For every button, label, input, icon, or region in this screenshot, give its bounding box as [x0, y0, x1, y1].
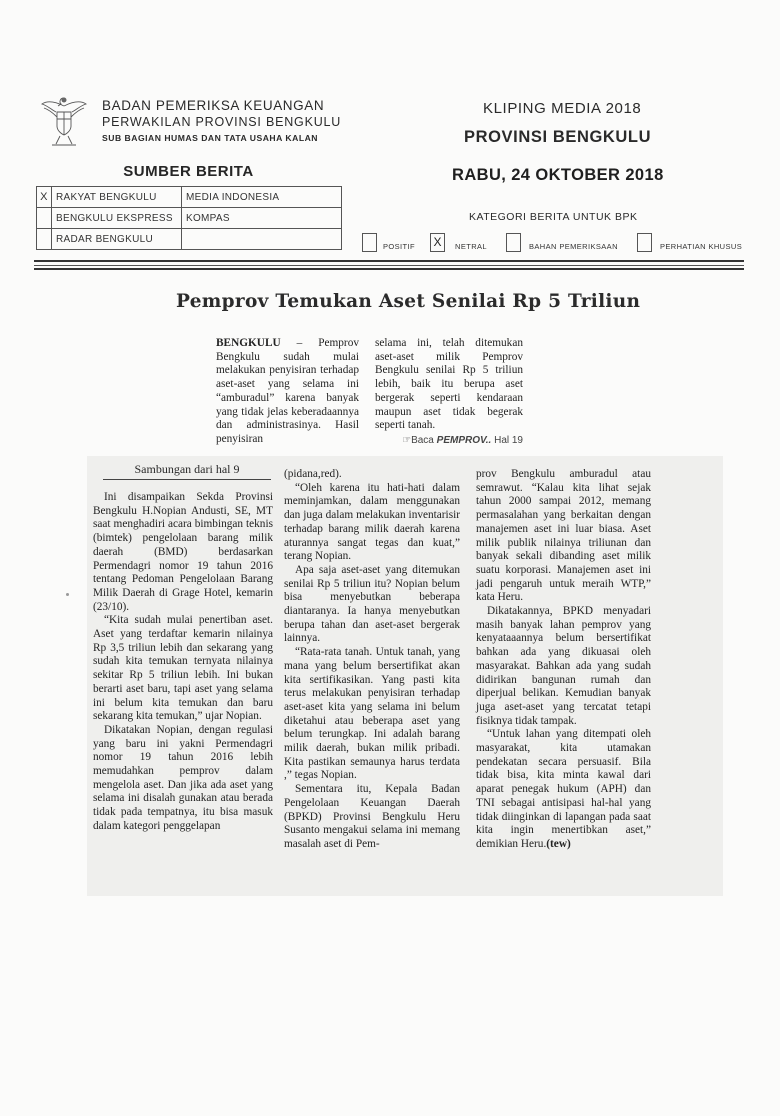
- header-divider: [34, 268, 744, 270]
- category-title: KATEGORI BERITA UNTUK BPK: [469, 211, 638, 223]
- paragraph: Dikatakannya, BPKD menyadari masih banyak lahan pemprov yang kenyataaannya belum bersertifikat bahkan ada yang dikuasai oleh masyarakat. Bahkan ada yang sudah didirikan bangunan rumah dan diperjual belikan. Kemudian banyak juga aset-aset yang tercatat tetapi fisiknya tidak tampak.: [476, 605, 651, 727]
- province-title: PROVINSI BENGKULU: [464, 128, 652, 146]
- paragraph: “Oleh karena itu hati-hati dalam meminjamkan, dalam menggunakan dan juga dalam melakukan inventarisir terhadap barang milik daerah karena aturannya sangat tegas dan kuat,” terang Nopian.: [284, 481, 460, 563]
- sources-table: [36, 186, 342, 250]
- source-mark: [37, 229, 52, 250]
- paragraph: “Rata-rata tanah. Untuk tanah, yang mana yang belum bersertifikat akan kita sertifikasikan. Yang pasti kita terus melakukan penyisiran terhadap aset-aset kita yang selama ini belum diketahui atau beberapa aset yang belum terungkap. Ini adalah barang milik daerah, bukan milik pribadi. Kita pastikan semaunya harus terdata ,” tegas Nopian.: [284, 646, 460, 782]
- paragraph: Sementara itu, Kepala Badan Pengelolaan Keuangan Daerah (BPKD) Provinsi Bengkulu Heru Susanto mengakui selama ini memang masalah aset di Pem-: [284, 783, 460, 850]
- source-right: [182, 229, 342, 250]
- kliping-title: KLIPING MEDIA 2018: [483, 100, 642, 117]
- category-checkbox-pemeriksaan: [506, 233, 521, 252]
- article-lead-col1: [216, 337, 359, 447]
- article-lead-text: – Pemprov Bengkulu sudah mulai melakukan penyisiran terhadap aset-aset yang selama ini “amburadul” karena banyak yang tidak jelas keberadaannya dan administrasinya. Hasil penyisiran: [216, 337, 359, 445]
- article-column-2: [284, 468, 460, 852]
- source-row: [37, 208, 342, 229]
- source-row: [37, 187, 342, 208]
- org-name-line2: PERWAKILAN PROVINSI BENGKULU: [102, 115, 342, 129]
- author-initials: (tew): [546, 837, 571, 850]
- continued-from-label: Sambungan dari hal 9: [103, 462, 271, 480]
- org-name-line3: SUB BAGIAN HUMAS DAN TATA USAHA KALAN: [102, 133, 318, 143]
- paragraph: prov Bengkulu amburadul atau semrawut. “Kalau kita lihat sejak tahun 2000 sampai 2012, memang permasalahan yang berkaitan dengan manajemen aset ini luar biasa. Aset milik publik nilainya triliunan dan banyak sekali dibanding aset milik suatu korporasi. Manajemen aset ini jadi pengaruh untuk meraih WTP,” kata Heru.: [476, 468, 651, 604]
- category-label-pemeriksaan: BAHAN PEMERIKSAAN: [529, 242, 618, 251]
- source-left: RADAR BENGKULU: [52, 229, 182, 250]
- garuda-emblem-icon: [38, 92, 90, 148]
- paragraph: Dikatakan Nopian, dengan regulasi yang baru ini yakni Permendagri nomor 19 tahun 2016 lebih memudahkan pemprov dalam mengelola aset. Dan jika ada aset yang selama ini disalah gunakan atau berada tidak pada tempatnya, itu bisa masuk dalam kategori penggelapan: [93, 723, 273, 832]
- continued-on-note: ☞Baca PEMPROV.. Hal 19: [402, 434, 523, 446]
- paragraph: Ini disampaikan Sekda Provinsi Bengkulu H.Nopian Andusti, SE, MT saat menghadiri acara bimbingan teknis (bimtek) pengelolaan barang milik daerah (BMD) berdasarkan Permendagri nomor 19 tahun 2016 tentang Pedoman Pengelolaan Barang Milik Daerah di Grage Hotel, kemarin (23/10).: [93, 491, 273, 613]
- continued-ref: PEMPROV..: [436, 434, 492, 446]
- article-headline: Pemprov Temukan Aset Senilai Rp 5 Triliun: [176, 291, 641, 312]
- article-lead-text: selama ini, telah ditemukan aset-aset milik Pemprov Bengkulu senilai Rp 5 triliun lebih, baik itu berupa aset bergerak seperti kendaraan maupun aset tidak begerak seperti tanah.: [375, 337, 523, 432]
- source-row: [37, 229, 342, 250]
- article-lead-col2: [375, 337, 523, 448]
- header-divider: [34, 265, 744, 266]
- category-checkbox-positif: [362, 233, 377, 252]
- source-right: MEDIA INDONESIA: [182, 187, 342, 208]
- category-label-netral: NETRAL: [455, 242, 487, 251]
- sources-title: SUMBER BERITA: [123, 163, 254, 180]
- article-column-3: [476, 468, 651, 852]
- article-dateline: BENGKULU: [216, 337, 281, 349]
- publication-date: RABU, 24 OKTOBER 2018: [452, 166, 664, 184]
- category-label-positif: POSITIF: [383, 242, 415, 251]
- paragraph: “Kita sudah mulai penertiban aset. Aset yang terdaftar kemarin nilainya Rp 3,5 triliun lebih dan sekarang yang sudah kita temukan ternyata nilainya sekitar Rp 5 triliun lebih. Ini bukan berarti aset baru, tapi aset yang selama ini belum kita temukan dan baru sekarang kita temukan,” ujar Nopian.: [93, 614, 273, 723]
- category-checkbox-netral: X: [430, 233, 445, 252]
- org-name-line1: BADAN PEMERIKSA KEUANGAN: [102, 98, 325, 113]
- paragraph: (pidana,red).: [284, 468, 342, 480]
- source-left: RAKYAT BENGKULU: [52, 187, 182, 208]
- category-checkbox-khusus: [637, 233, 652, 252]
- source-mark: [37, 208, 52, 229]
- scan-speck: [66, 593, 69, 596]
- header-divider: [34, 260, 744, 262]
- article-column-1: [93, 491, 273, 834]
- source-left: BENGKULU EKSPRESS: [52, 208, 182, 229]
- paragraph: “Untuk lahan yang ditempati oleh masyarakat, kita utamakan pendekatan secara persuasif. Bila tidak bisa, kita minta kawal dari aparat penegak hukum (APH) dan TNI sebagai antisipasi hal-hal yang tidak diinginkan di lapangan pada saat kita ingin menertibkan aset,” demikian Heru.(tew): [476, 728, 651, 850]
- paragraph: Apa saja aset-aset yang ditemukan senilai Rp 5 triliun itu? Nopian belum bisa menyebutkan beberapa diantaranya. Ia hanya menyebutkan berupa tahan dan aset-aset bergerak lainnya.: [284, 563, 460, 645]
- source-right: KOMPAS: [182, 208, 342, 229]
- source-mark: X: [37, 187, 52, 208]
- category-label-khusus: PERHATIAN KHUSUS: [660, 242, 743, 251]
